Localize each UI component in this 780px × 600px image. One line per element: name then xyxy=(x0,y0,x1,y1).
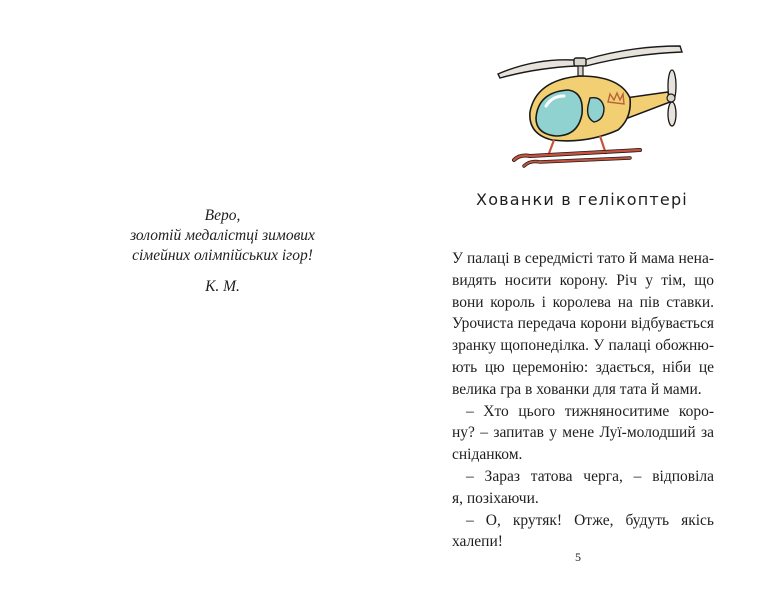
text-line: – Зараз татова черга, – відповіла xyxy=(466,467,714,485)
text-line: Урочиста передача корони відбувається xyxy=(452,315,714,333)
text-line: ють цю церемонію: здається, ніби це xyxy=(452,358,714,376)
dedication-line: золотій медалістці зимових xyxy=(130,227,315,244)
chapter-title: Хованки в гелікоптері xyxy=(476,190,688,209)
dedication-signature: К. М. xyxy=(205,278,240,295)
chapter-body xyxy=(452,248,714,553)
dedication-line: сімейних олімпійських ігор! xyxy=(132,247,313,264)
text-line: зранку щопонеділка. У палаці обожню- xyxy=(452,337,714,355)
text-line: сніданком. xyxy=(452,446,523,464)
text-line: велика гра в хованки для тата й мами. xyxy=(452,380,702,398)
page-number: 5 xyxy=(575,550,581,564)
text-line: У палаці в середмісті тато й мама нена- xyxy=(452,250,714,267)
text-line: ну? – запитав у мене Луї-молодший за xyxy=(452,424,714,442)
text-line: халепи! xyxy=(452,533,503,551)
dedication-line: Веро, xyxy=(204,207,241,224)
text-line: – О, крутяк! Отже, будуть якісь xyxy=(466,511,714,529)
text-line: я, позіхаючи. xyxy=(452,489,539,507)
text-line: вони король і королева на пів ставки. xyxy=(452,293,714,311)
text-line: – Хто цього тижняноситиме коро- xyxy=(466,402,714,420)
text-line: видять носити корону. Річ у тім, що xyxy=(452,271,714,289)
dedication xyxy=(130,206,315,297)
helicopter-icon xyxy=(490,40,690,170)
